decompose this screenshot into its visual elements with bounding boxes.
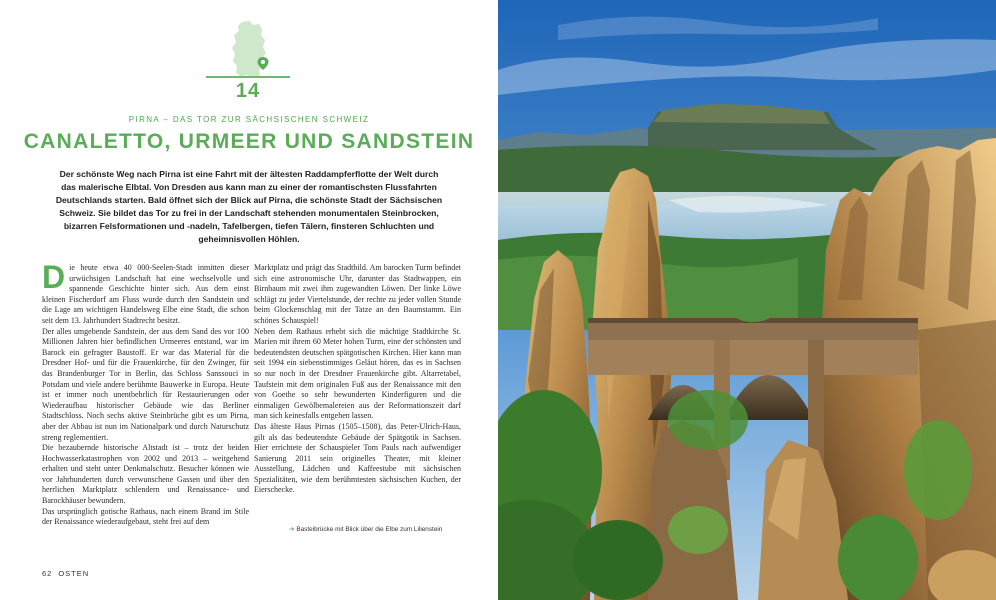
landscape-photo xyxy=(498,0,996,600)
page-footer xyxy=(42,569,89,578)
body-paragraph: Das älteste Haus Pirnas (1505–1508), das Peter-Ulrich-Haus, gilt als das bedeutendste Gebäude der Spätgotik in Sachsen. Hier errichtete der Schauspieler Tom Pauls nach aufwendiger Sanierung 2011 sein originelles Theater, mit kleiner Ausstellung, Lädchen und Kaffeestube mit sächsischen Spezialitäten, wie dem berühmtesten sächsischen Kuchen, der Eierschecke. xyxy=(254,421,461,495)
body-column-1 xyxy=(42,259,249,528)
body-column-2 xyxy=(254,263,461,496)
body-paragraph: Die bezaubernde historische Altstadt ist – trotz der beiden Hochwasserkatastrophen von 2002 und 2013 – weitgehend erhalten und steht unter Denkmalschutz. Besucher können wie vor Jahrhunderten durch verwunschene Gassen und über den herrlichen Marktplatz schlendern und Renaissance- und Barockhäuser bewundern. xyxy=(42,443,249,506)
chapter-number: 14 xyxy=(235,80,261,102)
drop-cap: D xyxy=(42,259,66,295)
body-paragraph: Der alles umgebende Sandstein, der aus dem Sand des vor 100 Millionen Jahren hier befindlichen Urmeeres entstand, war im Barock ein gefragter Baustoff. Er war das Material für die Dresdner Hof- und für die Frauenkirche, für den Zwinger, für das Brandenburger Tor in Berlin, das Schloss Sanssouci in Potsdam und viele andere berühmte Bauwerke in Europa. Heute ist er immer noch unentbehrlich für Restaurierungen oder Wiederaufbau historischer Gebäude wie das Berliner Stadtschloss. Noch sechs aktive Steinbrüche gibt es um Pirna, aber der Abbau ist nun im Nationalpark und durch Naturschutz streng reglementiert. xyxy=(42,326,249,442)
page-number: 62 xyxy=(42,569,53,578)
body-paragraph: Marktplatz und prägt das Stadtbild. Am barocken Turm befindet sich eine astronomische Uhr, darunter das Stadtwappen, ein Birnbaum mit zwei ihm zugewandten Löwen. Der linke Löwe schlägt zu jeder Viertelstunde, der rechte zu jeder vollen Stunde beim Glockenschlag mit der Tatze an den Baumstamm. Ein schönes Schauspiel! xyxy=(254,263,461,325)
caption-text: Basteibrücke mit Blick über die Elbe zum Lilienstein xyxy=(296,526,443,533)
article-kicker: PIRNA – DAS TOR ZUR SÄCHSISCHEN SCHWEIZ xyxy=(128,115,370,124)
section-name: OSTEN xyxy=(58,569,90,578)
article-headline: CANALETTO, URMEER UND SANDSTEIN xyxy=(23,130,475,153)
germany-map-icon xyxy=(206,20,290,80)
body-paragraph: Das ursprünglich gotische Rathaus, nach einem Brand im Stile der Renaissance wiederaufgebaut, steht frei auf dem xyxy=(42,506,249,527)
body-paragraph: Neben dem Rathaus erhebt sich die mächtige Stadtkirche St. Marien mit ihrem 60 Meter hohen Turm, eine der schönsten und bedeutendsten deutschen spätgotischen Kirchen. Hier kann man seit 1994 ein siebenstimmiges Geläut hören, das es in Sachsen so nur noch in der Dresdner Frauenkirche gibt. Altarretabel, Taufstein mit dem originalen Fuß aus der Renaissance mit den von Goethe so sehr bewunderten Kinderfiguren und die einmaligen Gewölbemalereien aus der Reformationszeit darf man sich keinesfalls entgehen lassen. xyxy=(254,326,461,421)
chapter-rule xyxy=(206,76,290,78)
arrow-right-icon: ➔ xyxy=(289,526,295,533)
article-lead: Der schönste Weg nach Pirna ist eine Fahrt mit der ältesten Raddampferflotte der Welt durch das malerische Elbtal. Von Dresden aus kann man zu einer der romantischsten Flussfahrten Deutschlands starten. Bald öffnet sich der Blick auf Pirna, die schönste Stadt der Sächsischen Schweiz. Sie bildet das Tor zu frei in der Landschaft stehenden monumentalen Steinbrocken, bizarren Felsformationen und -nadeln, Tafelbergen, tiefen Tälern, finsteren Schluchten und geheimnisvollen Höhlen. xyxy=(55,169,443,244)
photo-caption xyxy=(289,526,449,535)
body-paragraph: Die heute etwa 40 000-Seelen-Stadt inmitten dieser urwüchsigen Landschaft hat eine wechselvolle und spannende Geschichte hinter sich. Aus dem einst kleinen Fischerdorf am Fluss wurde durch den Sandstein und die Lage am wichtigen Handelsweg Elbe eine Stadt, die schon seit dem 13. Jahrhundert Stadtrecht besitzt. xyxy=(42,259,249,325)
